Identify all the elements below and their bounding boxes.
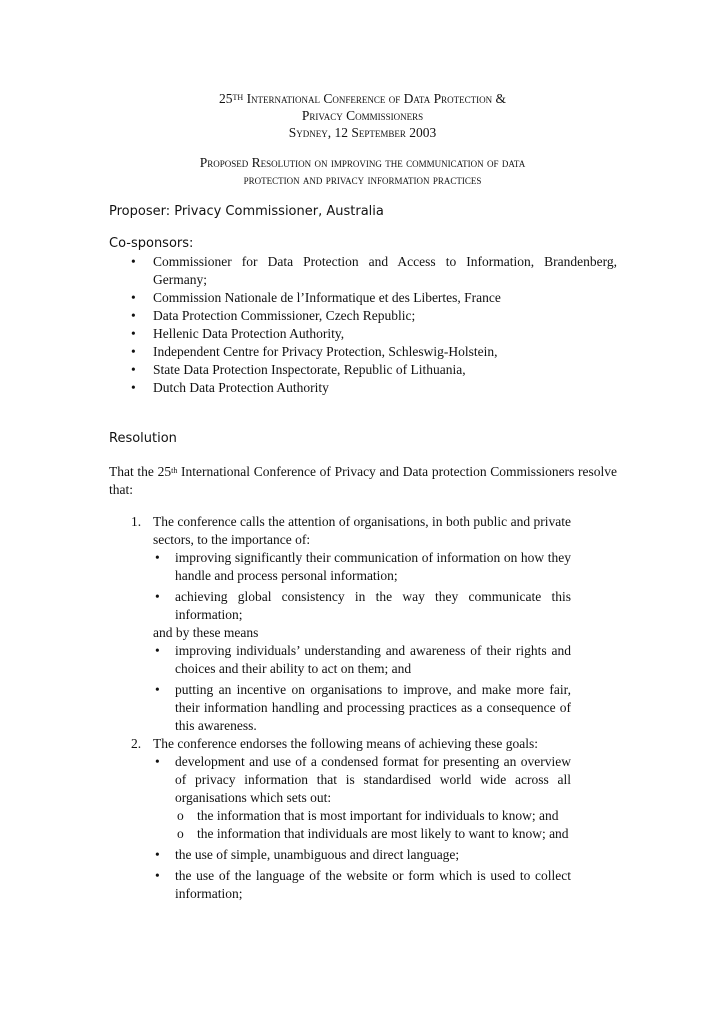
item-text: The conference endorses the following means of achieving these goals:: [153, 736, 538, 751]
resolution-title: [0, 154, 725, 188]
list-item: • Independent Centre for Privacy Protection, Schleswig-Holstein,: [109, 343, 617, 361]
resolution-intro: That the 25th International Conference of Privacy and Data protection Commissioners resolve that:: [109, 464, 617, 497]
list-item: • development and use of a condensed format for presenting an overview of privacy information that is standardised world wide across all organisations which sets out: o the information that is most important for individuals to know; and o the information that individuals are most likely to want to know; and: [153, 753, 571, 843]
item-number: 2.: [131, 736, 142, 751]
bullet-list: [153, 549, 571, 624]
title-line-3: Sydney, 12 September 2003: [288, 125, 437, 140]
list-item: • the use of simple, unambiguous and direct language;: [153, 846, 571, 864]
conference-title: [0, 90, 725, 141]
bullet-list: [153, 753, 571, 903]
list-item: • Data Protection Commissioner, Czech Republic;: [109, 307, 617, 325]
proposer-heading: Proposer: Privacy Commissioner, Australia: [109, 204, 384, 219]
cosponsors-heading: Co-sponsors:: [109, 236, 194, 251]
subtitle-line-1: Proposed Resolution on improving the communication of data: [199, 155, 526, 170]
list-item: • achieving global consistency in the way they communicate this information;: [153, 588, 571, 624]
resolution-heading: Resolution: [109, 431, 177, 446]
bullet-list: [153, 642, 571, 735]
connector-text: and by these means: [153, 625, 259, 640]
item-number: 1.: [131, 514, 142, 529]
item-text: The conference calls the attention of organisations, in both public and private sectors, to the importance of:: [153, 514, 571, 547]
list-item: • Hellenic Data Protection Authority,: [109, 325, 617, 343]
resolution-item-1: [131, 513, 571, 738]
list-item: • State Data Protection Inspectorate, Republic of Lithuania,: [109, 361, 617, 379]
list-item: • Commissioner for Data Protection and Access to Information, Brandenberg, Germany;: [109, 253, 617, 289]
list-item: • Commission Nationale de l’Informatique et des Libertes, France: [109, 289, 617, 307]
list-item: • improving significantly their communication of information on how they handle and process personal information;: [153, 549, 571, 585]
resolution-item-2: [131, 735, 571, 906]
list-item: • putting an incentive on organisations to improve, and make more fair, their information handling and processing practices as a consequence of this awareness.: [153, 681, 571, 735]
title-line-1: 25TH International Conference of Data Protection &: [219, 91, 506, 106]
sub-list-item: o the information that individuals are most likely to want to know; and: [175, 825, 571, 843]
subtitle-line-2: protection and privacy information practices: [243, 172, 482, 187]
list-item: • Dutch Data Protection Authority: [109, 379, 617, 397]
title-line-2: Privacy Commissioners: [301, 108, 424, 123]
sub-list: [175, 807, 571, 843]
list-item: • the use of the language of the website or form which is used to collect information;: [153, 867, 571, 903]
list-item: • improving individuals’ understanding and awareness of their rights and choices and their ability to act on them; and: [153, 642, 571, 678]
cosponsors-list: [109, 253, 617, 397]
sub-list-item: o the information that is most important for individuals to know; and: [175, 807, 571, 825]
